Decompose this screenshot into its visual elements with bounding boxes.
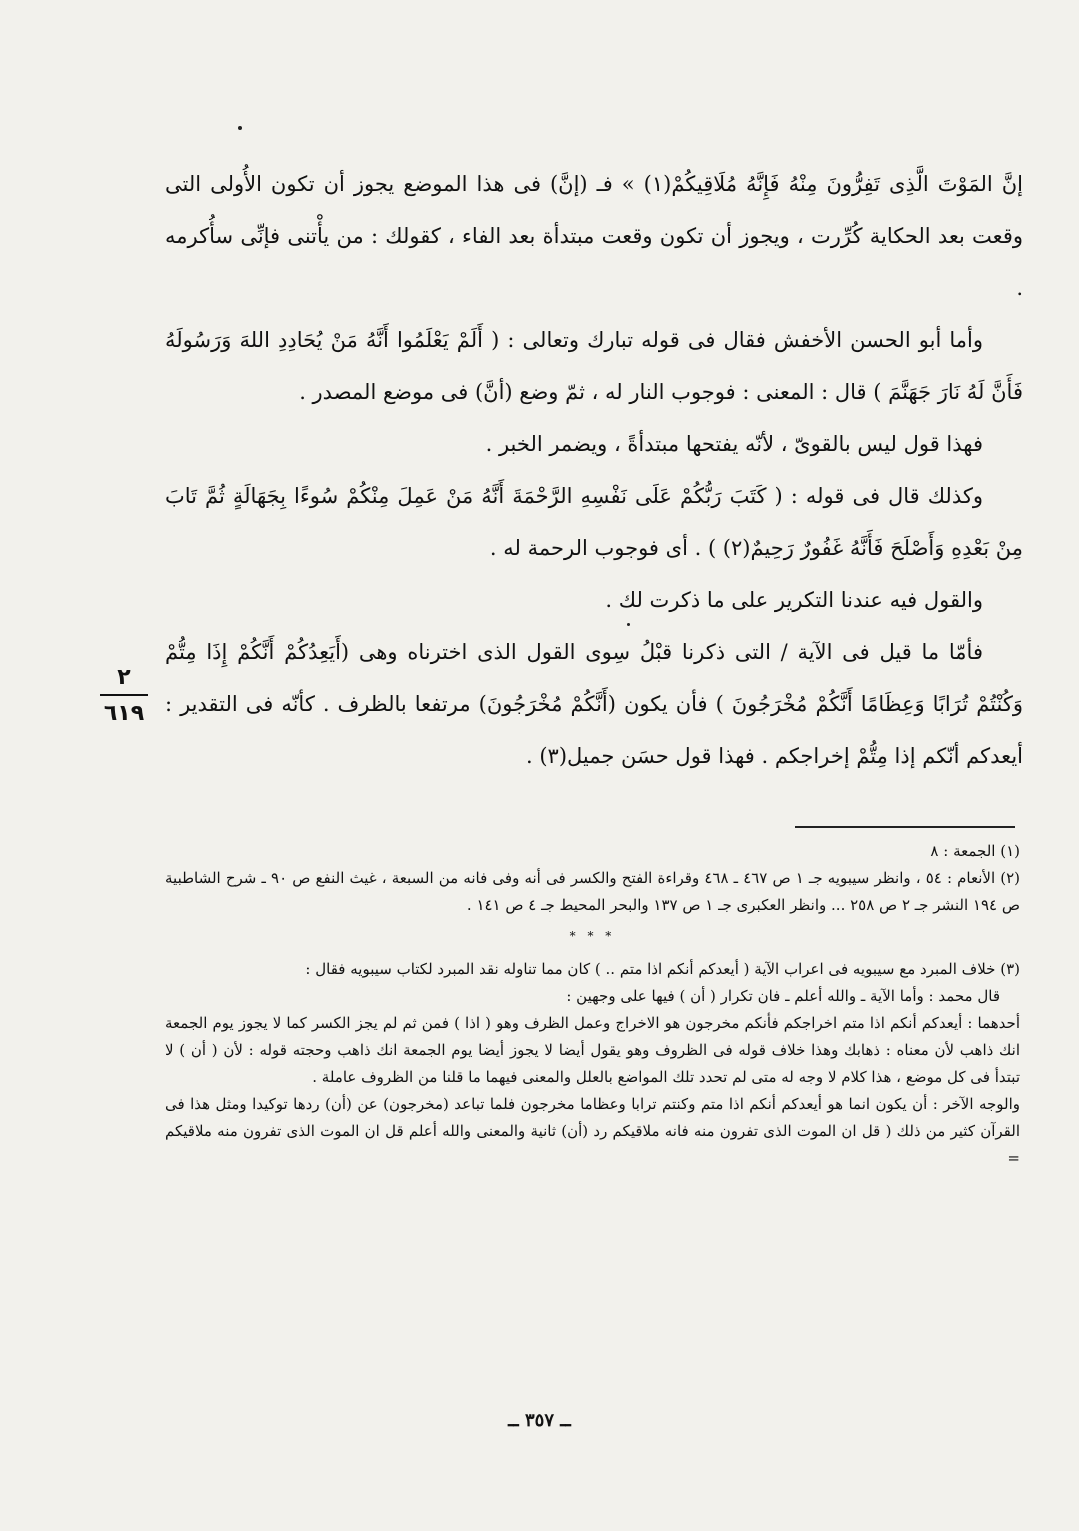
stray-dot xyxy=(238,126,242,130)
paragraph-5: والقول فيه عندنا التكرير على ما ذكرت لك . xyxy=(605,588,983,612)
paragraph-3: فهذا قول ليس بالقوىّ ، لأنّه يفتحها مبتدأةً ، ويضمر الخبر . xyxy=(485,432,983,456)
folio-page-number: ٦١٩ xyxy=(103,701,145,726)
footnote-3-first-view: أحدهما : أيعدكم أنكم اذا متم اخراجكم فأنكم مخرجون هو الاخراج وعمل الظرف وهو ( اذا ) فمن ثم لم يجز الكسر كما لا يجوز يوم الجمعة انك ذاهب لأن معناه : ذهابك وهذا خلاف قوله فى الظروف وهو يقول أيضا لا يجوز أيضا يوم الجمعة انك ذاهب وحجته قوله : لأن ( أن ) لا تبتدأ فى كل موضع ، هذا كلام لا وجه له متى لم تحدد تلك المواضع بالعلل والمعنى فيهما ما قلنا من الظروف عاملة . xyxy=(165,1014,1020,1086)
footnote-3-intro: (٣) خلاف المبرد مع سيبويه فى اعراب الآية ( أيعدكم أنكم اذا متم .. ) كان مما تناوله نقد المبرد لكتاب سيبويه فقال : xyxy=(305,960,1020,978)
footnote-3-second-view: والوجه الآخر : أن يكون انما هو أيعدكم أنكم اذا متم وكنتم ترابا وعظاما مخرجون فلما تباعد (مخرجون) عن (أن) ردها توكيدا ومثل هذا فى القرآن كثير من ذلك ( قل ان الموت الذى تفرون منه فانه ملاقيكم رد (أن) ثانية والمعنى والله أعلم قل ان الموت الذى تفرون منه ملاقيكم = xyxy=(165,1095,1020,1167)
paragraph-2: وأما أبو الحسن الأخفش فقال فى قوله تبارك وتعالى : ( أَلَمْ يَعْلَمُوا أَنَّهُ مَنْ يُحَادِدِ اللهَ وَرَسُولَهُ فَأَنَّ لَهُ نَارَ جَهَنَّمَ ) قال : المعنى : فوجوب النار له ، ثمّ وضع (أنَّ) فى موضع المصدر . xyxy=(165,328,1023,404)
footnote-separator xyxy=(795,826,1015,828)
main-text xyxy=(165,158,1023,782)
paragraph-6: فأمّا ما قيل فى الآية / التى ذكرنا قبْلُ سِوى القول الذى اخترناه وهى (أَيَعِدُكُمْ أَنَّكُمْ إِذَا مِتُّمْ وَكُنْتُمْ تُرَابًا وَعِظَامًا أَنَّكُمْ مُخْرَجُونَ ) فأن يكون (أَنَّكُمْ مُخْرَجُونَ) مرتفعا بالظرف . كأنّه فى التقدير : أيعدكم أنّكم إذا مِتُّمْ إخراجكم . فهذا قول حسَن جميل(٣) . xyxy=(165,640,1023,768)
footnote-divider-stars: * * * xyxy=(569,929,616,943)
page-number: ــ ٣٥٧ ــ xyxy=(508,1410,571,1431)
footnotes xyxy=(165,838,1020,1172)
footnote-3-quote: قال محمد : وأما الآية ـ والله أعلم ـ فان تكرار ( أن ) فيها على وجهين : xyxy=(566,987,1000,1005)
paragraph-1: إنَّ المَوْتَ الَّذِى تَفِرُّونَ مِنْهُ فَإِنَّهُ مُلَاقِيكُمْ(١) » فـ (إنَّ) فى هذا الموضع يجوز أن تكون الأُولى التى وقعت بعد الحكاية كُرِّرت ، ويجوز أن تكون وقعت مبتدأة بعد الفاء ، كقولك : من يأْتنى فإنِّى سأُكرمه . xyxy=(165,172,1023,300)
footnote-2: (٢) الأنعام : ٥٤ ، وانظر سيبويه جـ ١ ص ٤٦٧ ـ ٤٦٨ وقراءة الفتح والكسر فى أنه وفى فانه من السبعة ، غيث النفع ص ٩٠ ـ شرح الشاطبية ص ١٩٤ النشر جـ ٢ ص ٢٥٨ ... وانظر العكبرى جـ ١ ص ١٣٧ والبحر المحيط جـ ٤ ص ١٤١ . xyxy=(165,869,1021,914)
manuscript-folio-note xyxy=(100,664,148,728)
footnote-1: (١) الجمعة : ٨ xyxy=(930,842,1020,860)
folio-part-number: ٢ xyxy=(100,664,148,696)
paragraph-4: وكذلك قال فى قوله : ( كَتَبَ رَبُّكُمْ عَلَى نَفْسِهِ الرَّحْمَةَ أَنَّهُ مَنْ عَمِلَ مِنْكُمْ سُوءًا بِجَهَالَةٍ ثُمَّ تَابَ مِنْ بَعْدِهِ وَأَصْلَحَ فَأَنَّهُ غَفُورٌ رَحِيمٌ(٢) ) . أى فوجوب الرحمة له . xyxy=(165,484,1023,560)
